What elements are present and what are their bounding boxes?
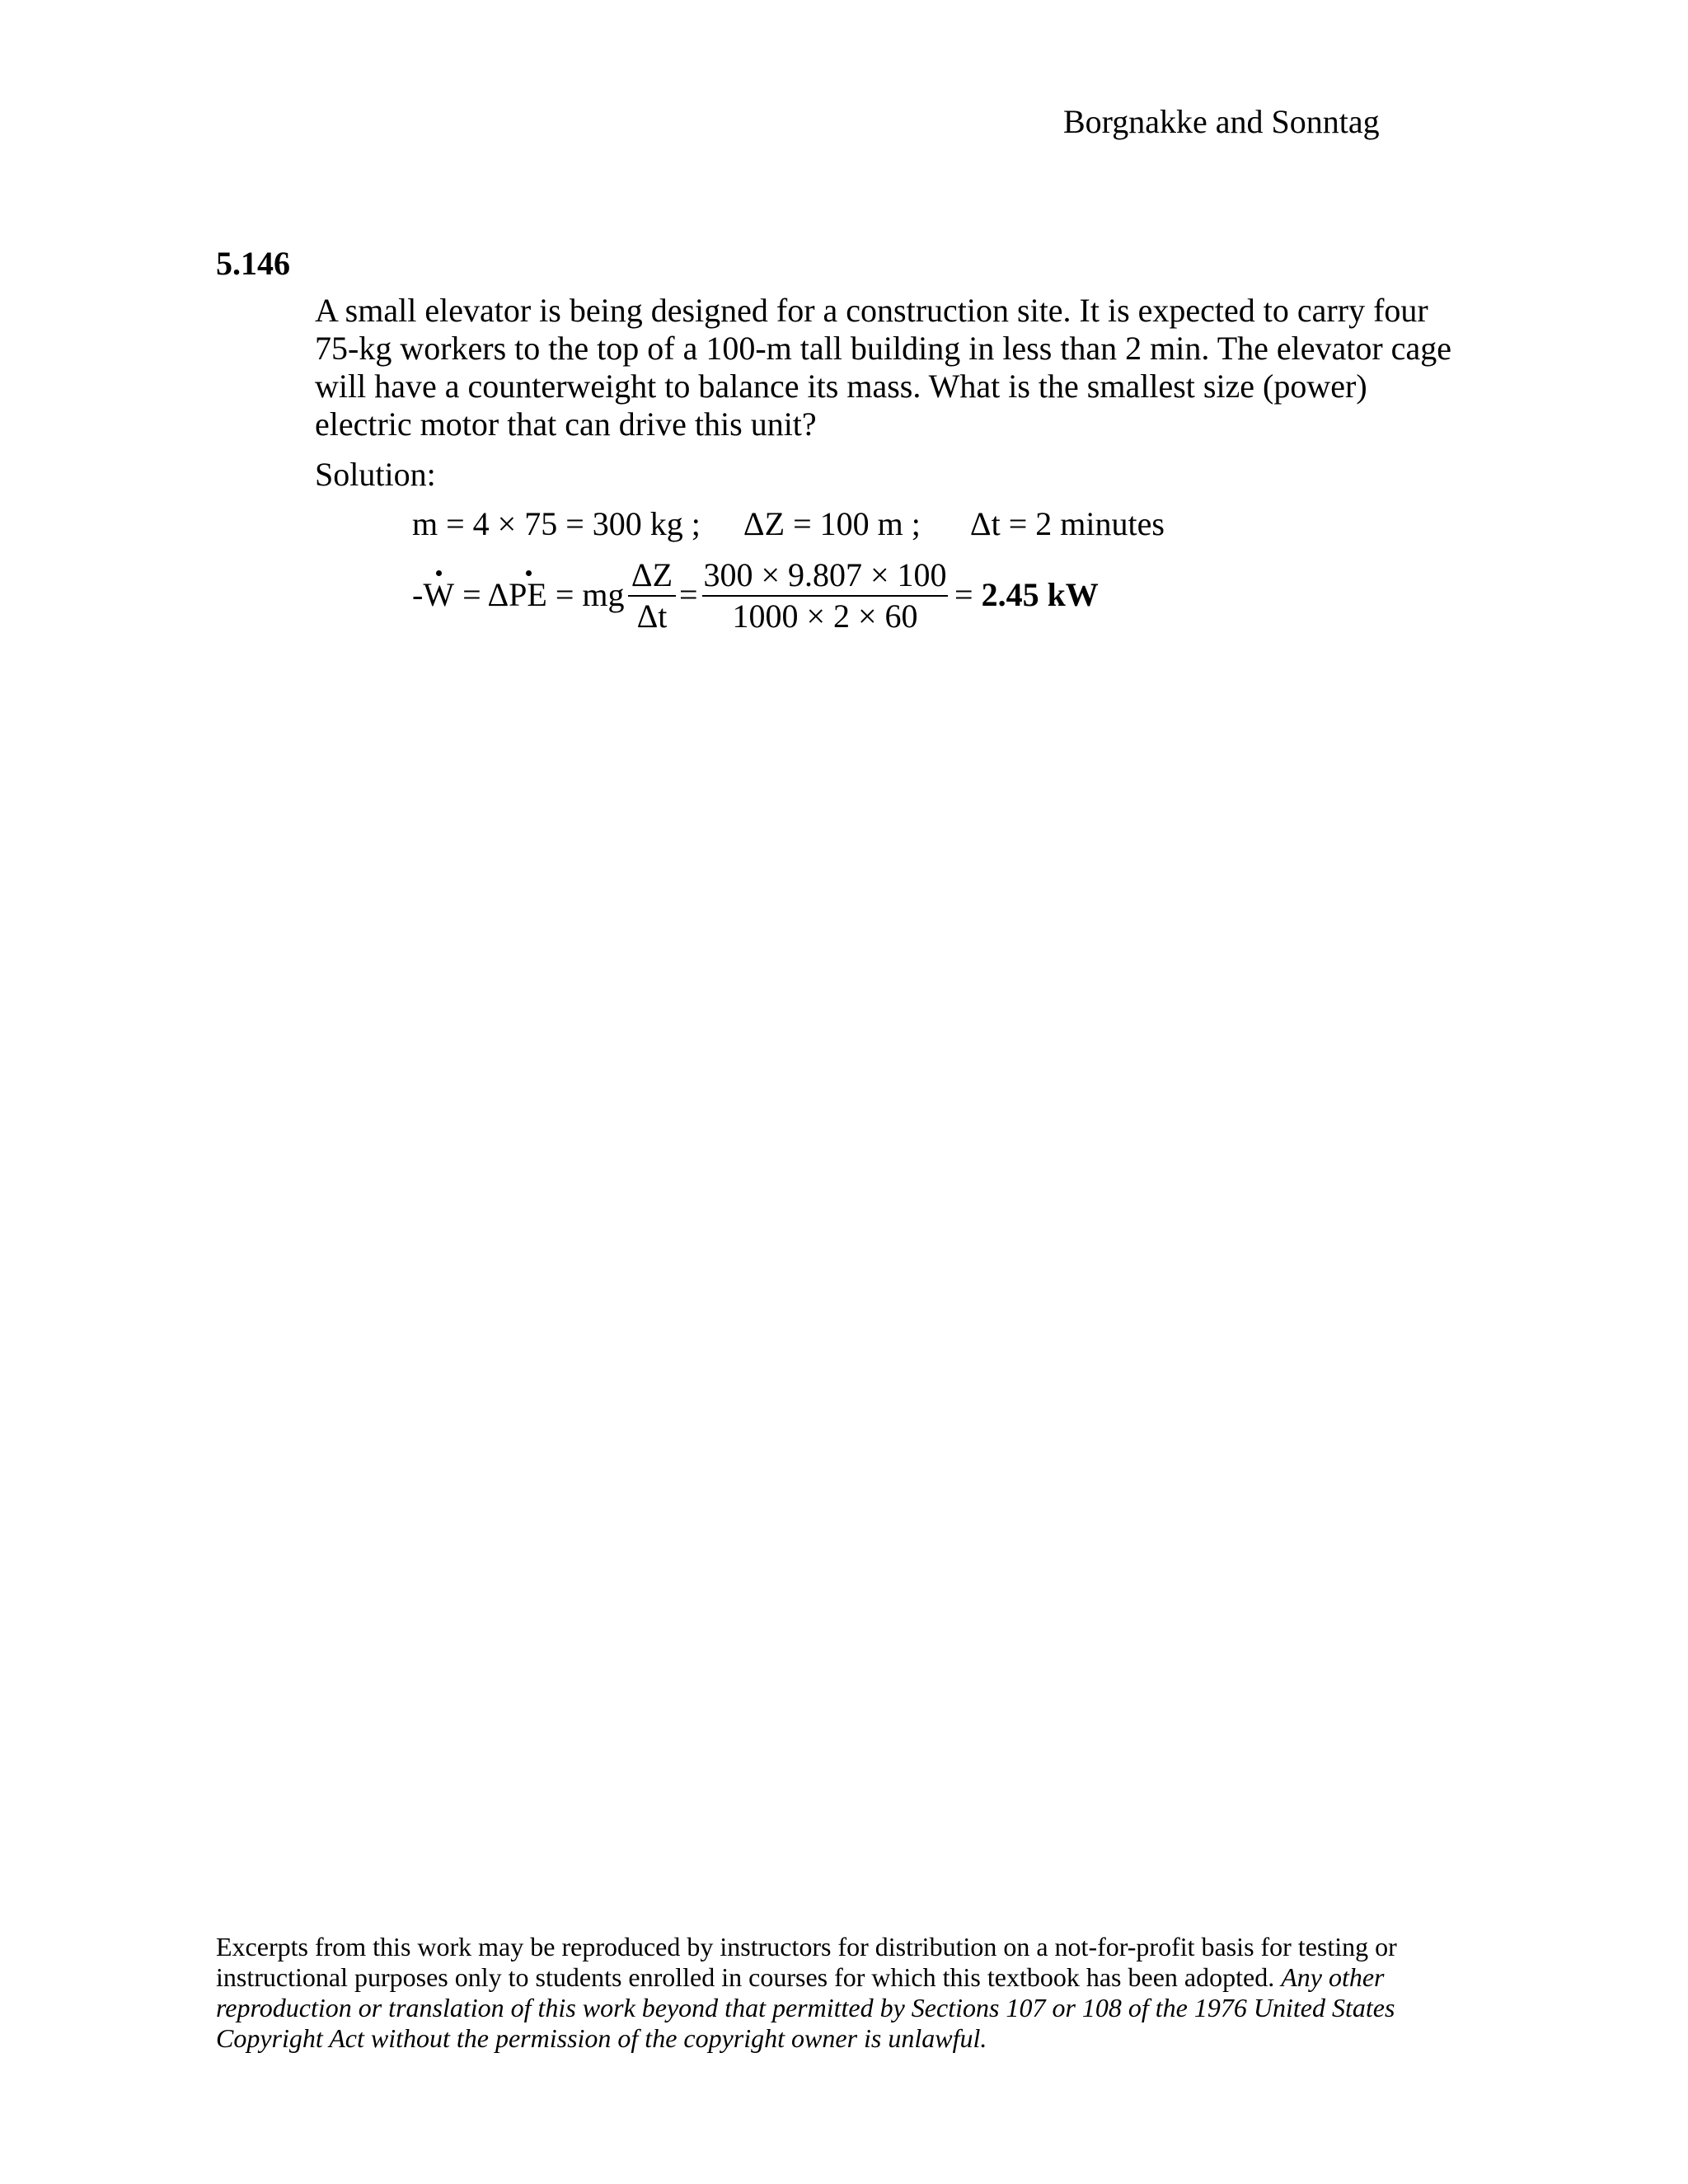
footer-line: instructional purposes only to students enrolled in courses for which this textbook has been adopted. Any other [216, 1962, 1385, 1992]
problem-text-line: electric motor that can drive this unit? [315, 405, 817, 443]
result-value: 2.45 kW [981, 576, 1099, 613]
fraction-numerator: 300 × 9.807 × 100 [703, 556, 947, 593]
equation-result: = 2.45 kW [954, 576, 1099, 613]
fraction-denominator: 1000 × 2 × 60 [732, 598, 918, 635]
footer-line: Excerpts from this work may be reproduced by instructors for distribution on a not-for-profit basis for testing or [216, 1932, 1397, 1961]
fraction-calculation [702, 557, 948, 635]
fraction-numerator: ΔZ [631, 556, 673, 593]
fraction-bar [628, 595, 676, 597]
problem-number: 5.146 [216, 245, 290, 282]
given-values [412, 504, 1165, 543]
problem-text-line: 75-kg workers to the top of a 100-m tall building in less than 2 min. The elevator cage [315, 330, 1451, 367]
potential-energy-rate-symbol: PE [509, 576, 547, 613]
footer-line: Copyright Act without the permission of the copyright owner is unlawful. [216, 2023, 987, 2053]
fraction-bar [702, 595, 948, 597]
page-header: Borgnakke and Sonntag [1063, 103, 1380, 140]
solution-label: Solution: [315, 456, 436, 493]
equals-sign: = [679, 576, 698, 613]
footer-line: reproduction or translation of this work beyond that permitted by Sections 107 or 108 of the 1976 United States [216, 1993, 1395, 2022]
given-mass: m = 4 × 75 = 300 kg ; [412, 505, 701, 542]
given-time: Δt = 2 minutes [969, 505, 1165, 542]
problem-text-line: will have a counterweight to balance its mass. What is the smallest size (power) [315, 368, 1367, 405]
work-rate-symbol: W [423, 576, 455, 613]
equation-lhs: -W = ΔPE = mg [412, 576, 625, 613]
given-height: ΔZ = 100 m ; [743, 505, 921, 542]
fraction-denominator: Δt [636, 598, 668, 635]
problem-text-line: A small elevator is being designed for a construction site. It is expected to carry four [315, 292, 1428, 329]
fraction-dz-dt [628, 557, 676, 635]
copyright-footer [216, 1932, 1452, 2054]
problem-statement [315, 292, 1451, 443]
